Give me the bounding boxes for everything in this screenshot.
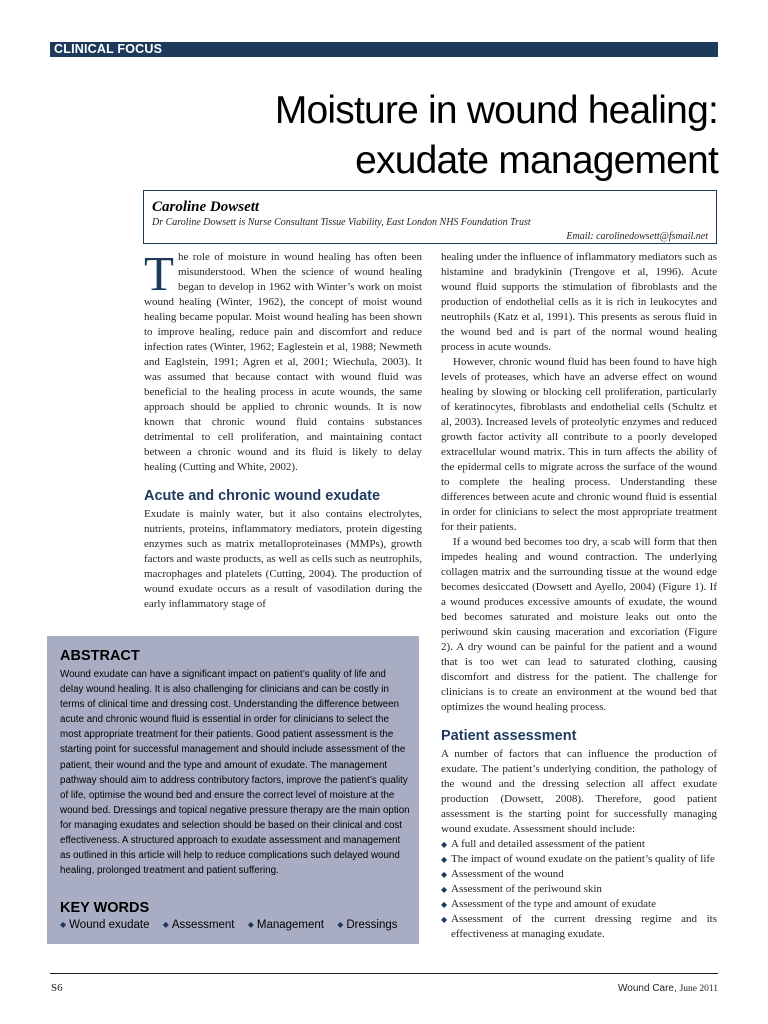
intro-text: he role of moisture in wound healing has often been misunderstood. When the science of wound healing began to develop in 1962 with Winter’s work on moist wound healing (Winter, 1962), the concept of moist wound healing became popular. Moist wound healing has been shown to improve healing, reduce pain and discomfort and reduce infection rates (Winter, 1962; Eaglestein et al, 1988; Newmeth and Eaglstein, 1991; Agren et al, 2001; Wiechula, 2003). It was assumed that because contact with wound fluid was beneficial to the healing process in acute wounds, the same approach should be applied to chronic wounds. It is now known that chronic wound fluid contains substances detrimental to cell proliferation, and maintaining contact between a chronic wound and its fluid is likely to delay healing (Cutting and White, 2002). [144,251,422,473]
bullet-diamond-icon: ◆ [162,920,169,929]
section-banner-label: CLINICAL FOCUS [54,42,163,56]
right-paragraph-1: healing under the influence of inflammatory mediators such as histamine and bradykinin (Trengove et al, 1996). Acute wound fluid supports the stimulation of fibroblasts and the production of endothelial cells as it is rich in leukocytes and neutrophils (Katz et al, 1991). This presents as serous fluid in the wound bed and is part of the normal wound healing process in acute wounds. [441,251,717,353]
heading-acute-chronic: Acute and chronic wound exudate [144,488,381,504]
bullet-diamond-icon: ◆ [247,920,254,929]
bullet-diamond-icon: ◆ [441,915,448,924]
keyword: ◆ Wound exudate [60,919,150,931]
article-title [275,86,718,186]
right-paragraph-4: A number of factors that can influence the production of exudate. The patient’s underlying condition, the pathology of the wound and the dressing selection all affect exudate production (Dowsett, 2008). Therefore, good patient assessment is the starting point for successfully managing wound exudate. Assessment should include: [441,748,717,835]
heading-patient-assessment: Patient assessment [441,728,577,744]
list-item: ◆ Assessment of the type and amount of exudate [441,898,656,910]
drop-cap: T [144,246,174,301]
assessment-list [441,837,717,942]
author-box [143,190,717,244]
footer-rule [50,973,718,974]
page-number: S6 [51,982,63,994]
journal-name: Wound Care, [618,983,677,994]
keywords-heading: KEY WORDS [60,900,150,916]
abstract-heading: ABSTRACT [60,648,140,664]
bullet-diamond-icon: ◆ [60,920,67,929]
list-item: ◆ Assessment of the current dressing regime and its effectiveness at managing exudate. [441,913,717,940]
bullet-diamond-icon: ◆ [441,885,448,894]
right-column [441,250,717,942]
keyword: ◆ Dressings [337,919,398,931]
author-role: Dr Caroline Dowsett is Nurse Consultant Tissue Viability, East London NHS Foundation Trust [152,217,531,228]
keyword: ◆ Management [247,919,324,931]
bullet-diamond-icon: ◆ [441,900,448,909]
section-banner [50,42,718,57]
abstract-text: Wound exudate can have a significant impact on patient’s quality of life and delay wound healing. It is also challenging for clinicians and can be costly in terms of clinical time and dressing cost. Understanding the difference between acute and chronic wound fluid is essential in order for clinicians to select the most appropriate treatment for their patients. Good patient assessment is the starting point for successful management and should include assessment of the patient, their wound and the type and amount of exudate. The management pathway should aim to address contributory factors, improve the patient’s quality of life, optimise the wound bed and ensure the correct level of moisture at the wound bed. Dressings and topical negative pressure therapy are the main option for managing exudates and selection should be based on their clinical and cost effectiveness. A structured approach to exudate assessment and management as outlined in this article will help to reduce complications such delayed wound healing, prolonged treatment and patient suffering. [60,669,410,877]
bullet-diamond-icon: ◆ [441,840,448,849]
list-item: ◆ Assessment of the periwound skin [441,883,602,895]
abstract-box [47,636,419,944]
author-email[interactable]: Email: carolinedowsett@fsmail.net [566,231,708,242]
intro-paragraph [144,246,422,475]
bullet-diamond-icon: ◆ [337,920,344,929]
left-column [144,246,422,612]
title-line-2: exudate management [355,139,718,182]
exudate-paragraph: Exudate is mainly water, but it also contains electrolytes, nutrients, proteins, inflammatory mediators, protein digesting enzymes such as matrix metalloproteinases (MMPs), growth factors and waste products, as well as cells such as neutrophils, macrophages and platelets (Cutting, 2004). The production of wound exudate occurs as a result of vasodilation during the early inflammatory stage of [144,508,422,610]
right-paragraph-3: If a wound bed becomes too dry, a scab will form that then impedes healing and wound contraction. The underlying collagen matrix and the surrounding tissue at the wound edge becomes desiccated (Dowsett and Ayello, 2004) (Figure 1). If a wound produces excessive amounts of exudate, the wound bed becomes saturated and moisture leaks out onto the periwound skin causing maceration and excoriation (Figure 2). A dry wound can be painful for the patient and a wound that is too wet can lead to saturated clothing, causing discomfort and distress for the patient. The challenge for clinicians is to create an environment at the wound bed that optimizes the wound healing process. [441,536,717,713]
keywords-list [60,919,408,931]
journal-footer [618,983,718,994]
list-item: ◆ A full and detailed assessment of the patient [441,838,645,850]
author-name: Caroline Dowsett [152,199,260,215]
bullet-diamond-icon: ◆ [441,855,448,864]
title-line-1: Moisture in wound healing: [274,89,718,132]
list-item: ◆ The impact of wound exudate on the patient’s quality of life [441,853,715,865]
keyword: ◆ Assessment [162,919,235,931]
right-paragraph-2: However, chronic wound fluid has been found to have high levels of proteases, which have an adverse effect on wound healing by slowing or blocking cell proliferation, particularly of keratinocytes, fibroblasts and endothelial cells (Schultz et al, 2003). Increased levels of proteolytic enzymes and reduced growth factor activity all contribute to a poorly developed extracellular wound matrix. This in turn affects the ability of the epidermal cells to migrate across the surface of the wound to complete the healing process. Understanding these differences between acute and chronic wound fluid is essential in order for clinicians to select the most appropriate treatment for their patients. [441,356,717,533]
issue-date: June 2011 [679,984,718,994]
list-item: ◆ Assessment of the wound [441,868,564,880]
bullet-diamond-icon: ◆ [441,870,448,879]
